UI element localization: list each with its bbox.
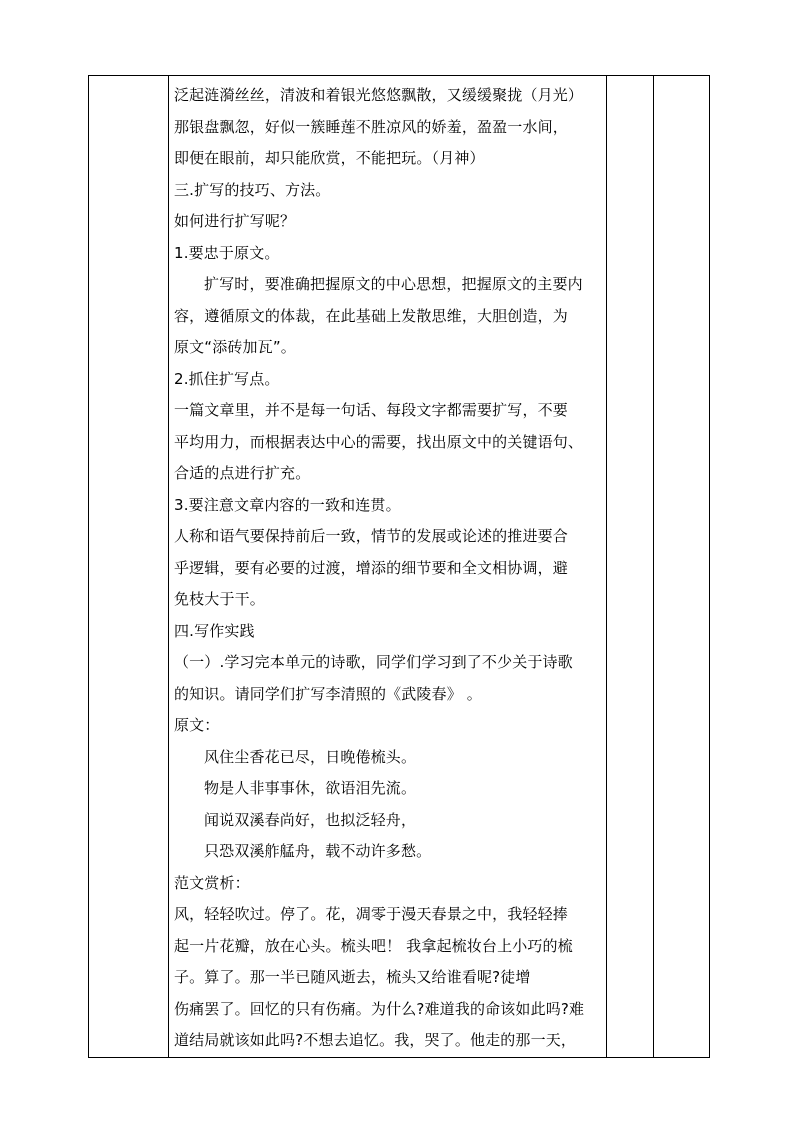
text-line: 风，轻轻吹过。停了。花，凋零于漫天春景之中，我轻轻捧 [174, 905, 568, 923]
text-line: 乎逻辑，要有必要的过渡，增添的细节要和全文相协调，避 [174, 558, 568, 577]
text-line: 闻说双溪春尚好，也拟泛轻舟， [204, 810, 417, 829]
text-line: 范文赏析： [174, 873, 250, 892]
text-line: 平均用力，而根据表达中心的需要，找出原文中的关键语句、 [174, 432, 584, 451]
text-line: 原文： [174, 716, 220, 734]
lesson-plan-table [88, 75, 710, 1058]
text-line: 即便在眼前，却只能欣赏，不能把玩。（月神） [174, 149, 485, 167]
text-line: 原文“添砖加瓦”。 [174, 338, 296, 356]
text-line: 合适的点进行扩充。 [174, 464, 311, 482]
text-line: 四.写作实践 [174, 621, 255, 640]
text-line: 起一片花瓣，放在心头。梳头吧！ 我拿起梳妆台上小巧的梳 [174, 936, 573, 955]
table-row [89, 76, 710, 1058]
text-line: 物是人非事事休，欲语泪先流。 [204, 779, 417, 797]
text-line: 风住尘香花已尽，日晚倦梳头。 [204, 747, 417, 766]
third-column-cell [607, 76, 654, 1058]
text-line: 容，遵循原文的体裁，在此基础上发散思维，大胆创造，为 [174, 306, 568, 325]
text-line: 泛起涟漪丝丝，清波和着银光悠悠飘散，又缓缓聚拢（月光） [174, 86, 584, 104]
text-line: 的知识。请同学们扩写李清照的《武陵春》 。 [174, 684, 482, 703]
text-line: 1.要忠于原文。 [174, 243, 280, 262]
text-line: 伤痛罢了。回忆的只有伤痛。为什么?难道我的命该如此吗?难 [174, 999, 585, 1018]
text-line: 道结局就该如此吗?不想去追忆。我，哭了。他走的那一天， [174, 1031, 577, 1049]
text-line: 子。算了。那一半已随风逝去，梳头又给谁看呢?徒增 [174, 968, 531, 986]
content-column-cell [169, 76, 607, 1058]
left-column-cell [89, 76, 169, 1058]
text-line: （一）.学习完本单元的诗歌，同学们学习到了不少关于诗歌 [174, 653, 573, 671]
right-column-cell [654, 76, 710, 1058]
text-line: 一篇文章里，并不是每一句话、每段文字都需要扩写，不要 [174, 401, 568, 419]
text-line: 3.要注意文章内容的一致和连贯。 [174, 495, 401, 514]
text-line: 人称和语气要保持前后一致，情节的发展或论述的推进要合 [174, 527, 568, 545]
text-line: 免枝大于干。 [174, 590, 265, 608]
text-line: 扩写时，要准确把握原文的中心思想，把握原文的主要内 [204, 275, 583, 293]
lesson-content [169, 76, 606, 1057]
text-line: 那银盘飘忽，好似一簇睡莲不胜凉风的娇羞，盈盈一水间， [174, 117, 568, 136]
text-line: 如何进行扩写呢？ [174, 212, 296, 230]
text-line: 三.扩写的技巧、方法。 [174, 180, 331, 199]
text-line: 只恐双溪舴艋舟，载不动许多愁。 [204, 842, 432, 860]
text-line: 2.抓住扩写点。 [174, 369, 280, 388]
